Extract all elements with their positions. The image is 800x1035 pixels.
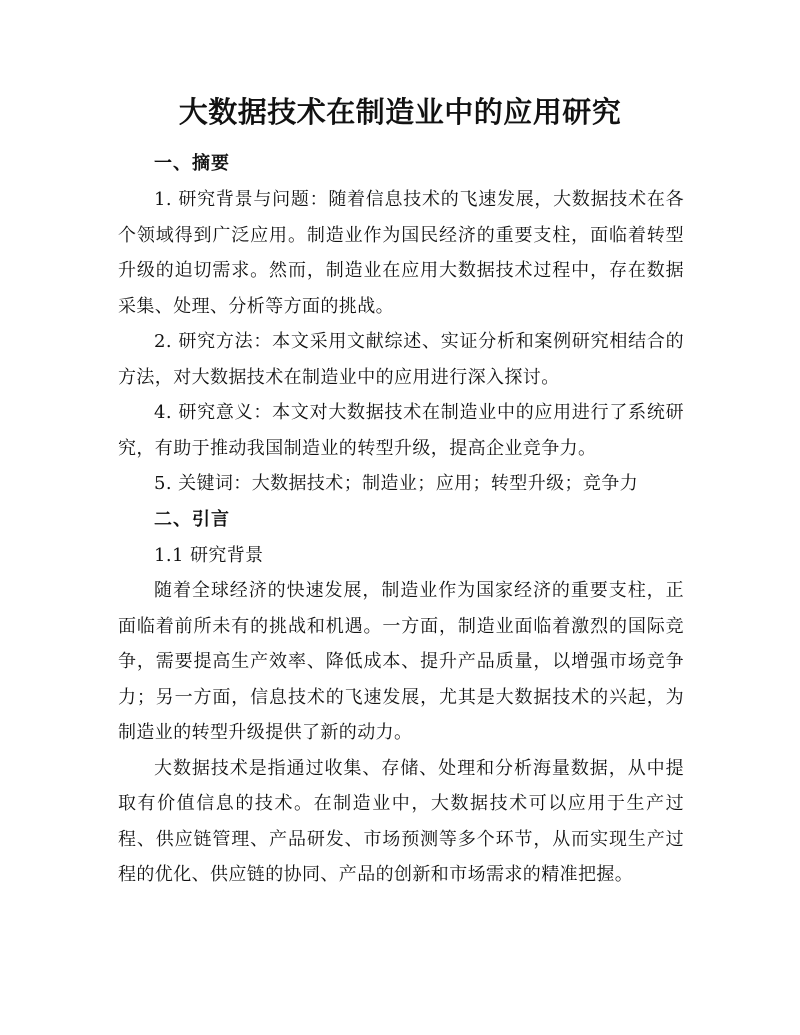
abstract-heading: 一、摘要 (154, 153, 230, 174)
document-body (118, 146, 684, 893)
abstract-item-method: 2. 研究方法：本文采用文献综述、实证分析和案例研究相结合的方法，对大数据技术在制造业中的应用进行深入探讨。 (118, 331, 684, 388)
introduction-heading: 二、引言 (154, 508, 230, 530)
document-title: 大数据技术在制造业中的应用研究 (178, 95, 622, 129)
introduction-paragraph: 随着全球经济的快速发展，制造业作为国家经济的重要支柱，正面临着前所未有的挑战和机遇。一方面，制造业面临着激烈的国际竞争，需要提高生产效率、降低成本、提升产品质量，以增强市场竞争力；另一方面，信息技术的飞速发展，尤其是大数据技术的兴起，为制造业的转型升级提供了新的动力。 (118, 580, 684, 743)
introduction-subheading: 1.1 研究背景 (154, 544, 264, 566)
introduction-paragraph: 大数据技术是指通过收集、存储、处理和分析海量数据，从中提取有价值信息的技术。在制造业中，大数据技术可以应用于生产过程、供应链管理、产品研发、市场预测等多个环节，从而实现生产过程的优化、供应链的协同、产品的创新和市场需求的精准把握。 (118, 757, 684, 885)
abstract-item-keywords: 5. 关键词：大数据技术；制造业；应用；转型升级；竞争力 (154, 473, 639, 494)
abstract-item-background: 1. 研究背景与问题：随着信息技术的飞速发展，大数据技术在各个领域得到广泛应用。制造业作为国民经济的重要支柱，面临着转型升级的迫切需求。然而，制造业在应用大数据技术过程中，存在数据采集、处理、分析等方面的挑战。 (118, 189, 684, 317)
abstract-item-significance: 4. 研究意义：本文对大数据技术在制造业中的应用进行了系统研究，有助于推动我国制造业的转型升级，提高企业竞争力。 (118, 402, 684, 459)
